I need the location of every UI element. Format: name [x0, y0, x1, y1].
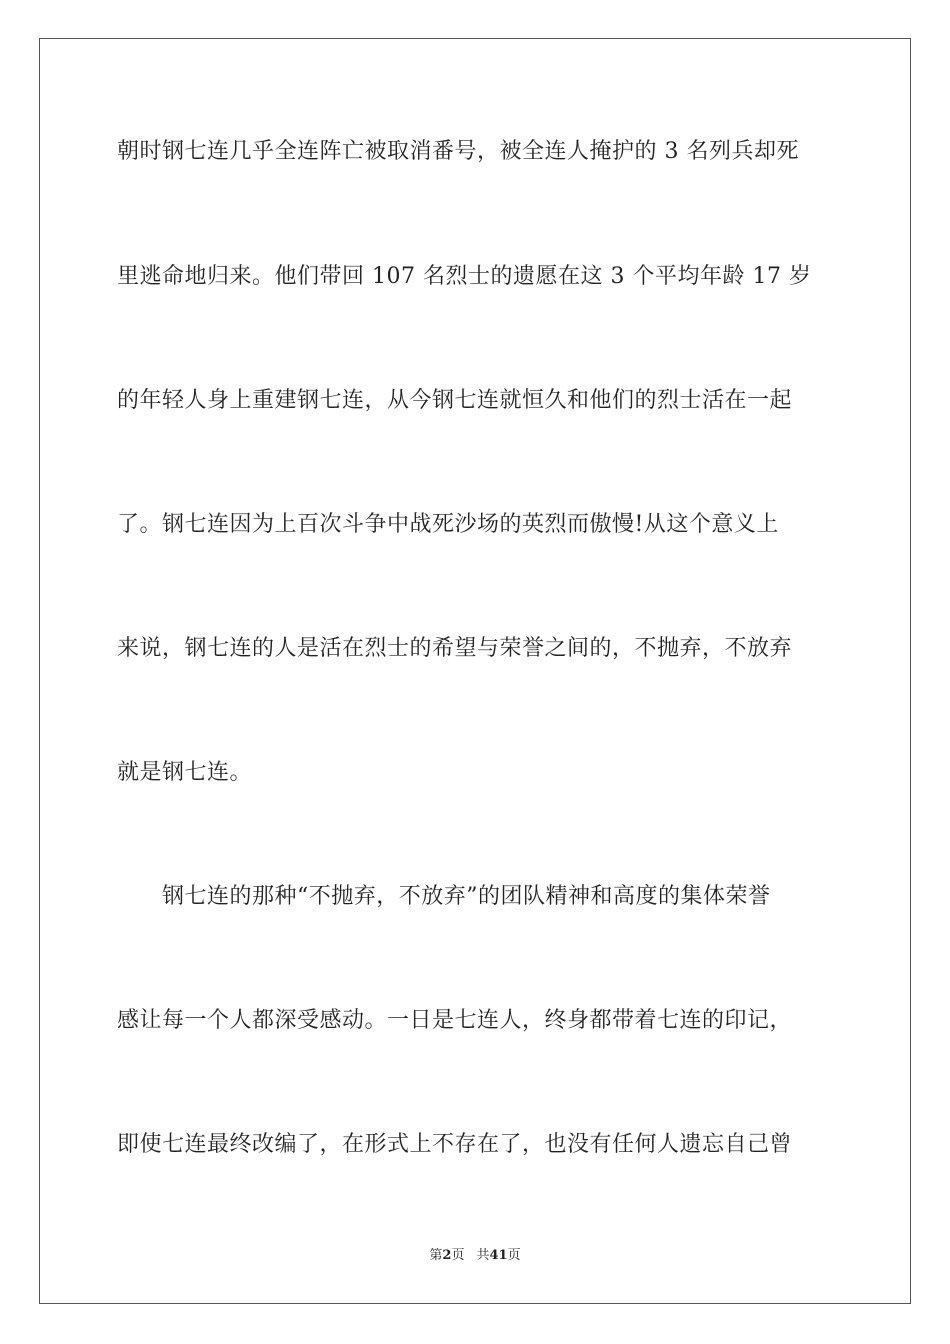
page-prefix: 第	[429, 1248, 443, 1263]
body-text-line: 感让每一个人都深受感动。一日是七连人，终身都带着七连的印记，	[117, 1008, 793, 1033]
body-text-line: 钢七连的那种“不抛弃，不放弃”的团队精神和高度的集体荣誉	[117, 884, 771, 909]
body-text-line: 了。钢七连因为上百次斗争中战死沙场的英烈而傲慢!从这个意义上	[117, 512, 779, 537]
total-pages: 41	[489, 1248, 508, 1263]
body-text-line: 即使七连最终改编了，在形式上不存在了，也没有任何人遗忘自己曾	[117, 1132, 793, 1157]
page-footer	[0, 1247, 950, 1265]
body-text-line: 来说，钢七连的人是活在烈士的希望与荣誉之间的，不抛弃，不放弃	[117, 636, 793, 661]
body-text-line: 就是钢七连。	[117, 760, 253, 785]
body-text-line: 的年轻人身上重建钢七连，从今钢七连就恒久和他们的烈士活在一起	[117, 388, 793, 413]
page-number: 2	[442, 1248, 452, 1263]
page-border	[39, 38, 911, 1304]
page-suffix: 页	[451, 1248, 465, 1263]
total-suffix: 页	[507, 1248, 521, 1263]
body-text-line: 里逃命地归来。他们带回 107 名烈士的遗愿在这 3 个平均年龄 17 岁	[117, 264, 812, 289]
total-prefix: 共	[476, 1248, 490, 1263]
body-text-line: 朝时钢七连几乎全连阵亡被取消番号，被全连人掩护的 3 名列兵却死	[117, 139, 799, 164]
